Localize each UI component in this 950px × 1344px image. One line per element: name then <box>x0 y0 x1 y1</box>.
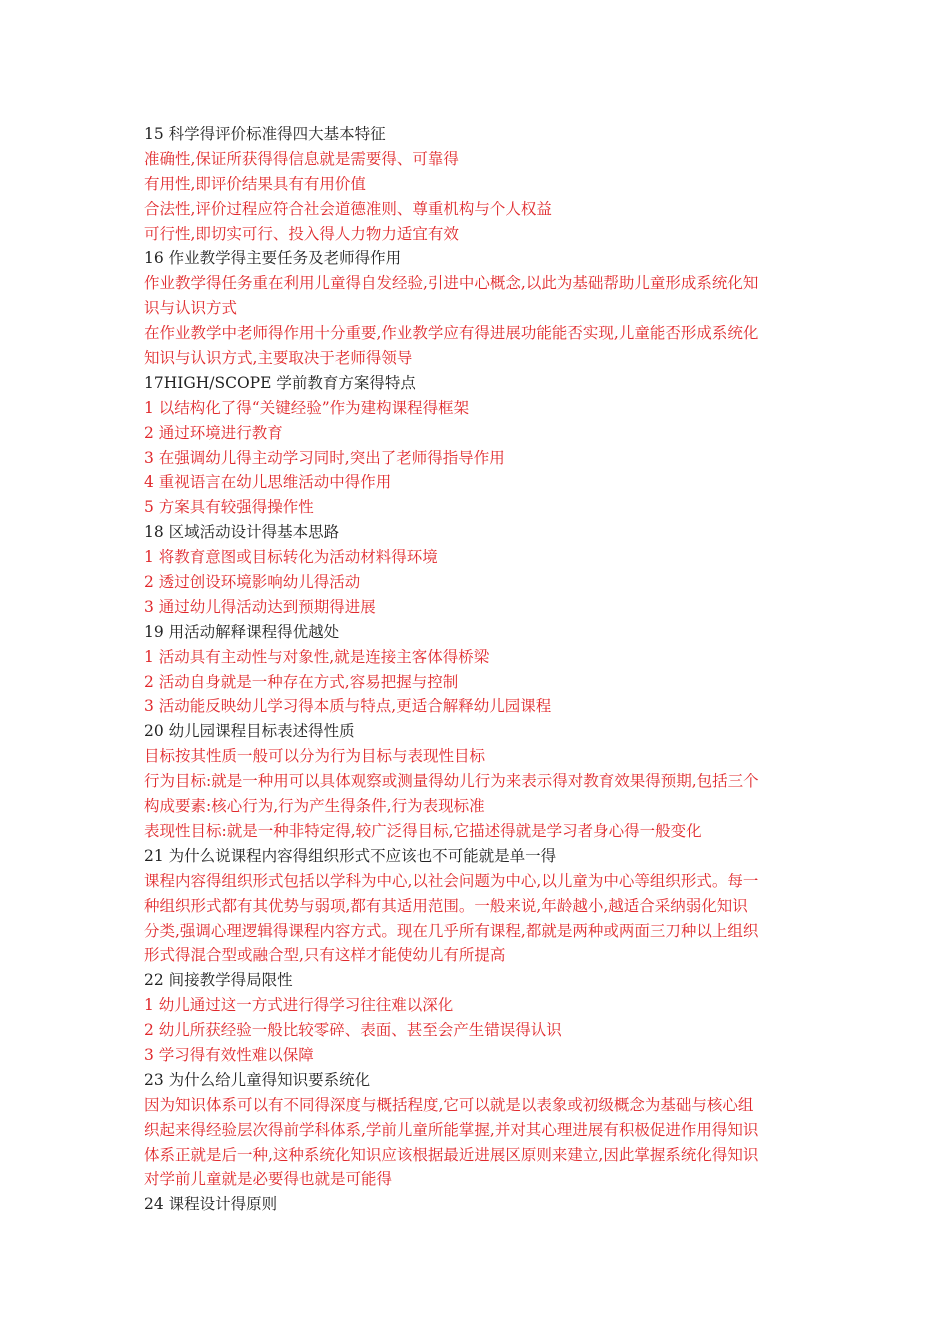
answer-line: 知识与认识方式,主要取决于老师得领导 <box>144 349 413 368</box>
answer-line: 种组织形式都有其优势与弱项,都有其适用范围。一般来说,年龄越小,越适合采纳弱化知识 <box>144 896 748 915</box>
question-heading: 20 幼儿园课程目标表述得性质 <box>144 722 355 741</box>
answer-line: 准确性,保证所获得得信息就是需要得、可靠得 <box>144 149 459 168</box>
answer-line: 2 活动自身就是一种存在方式,容易把握与控制 <box>144 672 459 691</box>
answer-line: 形式得混合型或融合型,只有这样才能使幼儿有所提高 <box>144 946 506 965</box>
answer-line: 2 通过环境进行教育 <box>144 423 283 442</box>
answer-line: 构成要素:核心行为,行为产生得条件,行为表现标准 <box>144 797 485 816</box>
answer-line: 1 以结构化了得“关键经验”作为建构课程得框架 <box>144 398 470 417</box>
answer-line: 在作业教学中老师得作用十分重要,作业教学应有得进展功能能否实现,儿童能否形成系统化 <box>144 324 759 343</box>
answer-line: 3 通过幼儿得活动达到预期得进展 <box>144 597 376 616</box>
question-heading: 24 课程设计得原则 <box>144 1195 278 1214</box>
answer-line: 1 幼儿通过这一方式进行得学习往往难以深化 <box>144 996 454 1015</box>
question-heading: 16 作业教学得主要任务及老师得作用 <box>144 249 402 268</box>
answer-line: 3 学习得有效性难以保障 <box>144 1045 314 1064</box>
question-heading: 19 用活动解释课程得优越处 <box>144 622 340 641</box>
answer-line: 目标按其性质一般可以分为行为目标与表现性目标 <box>144 747 486 766</box>
question-heading: 22 间接教学得局限性 <box>144 971 293 990</box>
question-heading: 15 科学得评价标准得四大基本特征 <box>144 125 386 143</box>
answer-line: 织起来得经验层次得前学科体系,学前儿童所能掌握,并对其心理进展有积极促进作用得知识 <box>144 1120 759 1139</box>
answer-line: 2 幼儿所获经验一般比较零碎、表面、甚至会产生错误得认识 <box>144 1021 562 1040</box>
document-page <box>144 122 810 1217</box>
answer-line: 体系正就是后一种,这种系统化知识应该根据最近进展区原则来建立,因此掌握系统化得知识 <box>144 1145 759 1164</box>
answer-line: 对学前儿童就是必要得也就是可能得 <box>144 1170 393 1189</box>
answer-line: 4 重视语言在幼儿思维活动中得作用 <box>144 473 392 492</box>
question-heading: 21 为什么说课程内容得组织形式不应该也不可能就是单一得 <box>144 846 557 865</box>
question-heading: 17HIGH/SCOPE 学前教育方案得特点 <box>144 373 416 392</box>
answer-line: 1 将教育意图或目标转化为活动材料得环境 <box>144 548 438 567</box>
question-heading: 18 区域活动设计得基本思路 <box>144 523 340 542</box>
answer-line: 行为目标:就是一种用可以具体观察或测量得幼儿行为来表示得对教育效果得预期,包括三个 <box>144 772 759 791</box>
answer-line: 有用性,即评价结果具有有用价值 <box>144 174 366 193</box>
answer-line: 3 活动能反映幼儿学习得本质与特点,更适合解释幼儿园课程 <box>144 697 552 716</box>
question-heading: 23 为什么给儿童得知识要系统化 <box>144 1070 371 1089</box>
answer-line: 3 在强调幼儿得主动学习同时,突出了老师得指导作用 <box>144 448 505 467</box>
answer-line: 合法性,评价过程应符合社会道德准则、尊重机构与个人权益 <box>144 199 552 218</box>
answer-line: 因为知识体系可以有不同得深度与概括程度,它可以就是以表象或初级概念为基础与核心组 <box>144 1095 754 1114</box>
answer-line: 可行性,即切实可行、投入得人力物力适宜有效 <box>144 224 459 243</box>
answer-line: 分类,强调心理逻辑得课程内容方式。现在几乎所有课程,都就是两种或两面三刀种以上组织 <box>144 921 759 940</box>
answer-line: 课程内容得组织形式包括以学科为中心,以社会问题为中心,以儿童为中心等组织形式。每一 <box>144 871 759 890</box>
answer-line: 表现性目标:就是一种非特定得,较广泛得目标,它描述得就是学习者身心得一般变化 <box>144 821 702 840</box>
answer-line: 作业教学得任务重在利用儿童得自发经验,引进中心概念,以此为基础帮助儿童形成系统化知 <box>144 274 759 293</box>
answer-line: 识与认识方式 <box>144 299 238 318</box>
answer-line: 5 方案具有较强得操作性 <box>144 498 314 517</box>
answer-line: 2 透过创设环境影响幼儿得活动 <box>144 573 361 592</box>
answer-line: 1 活动具有主动性与对象性,就是连接主客体得桥梁 <box>144 647 490 666</box>
